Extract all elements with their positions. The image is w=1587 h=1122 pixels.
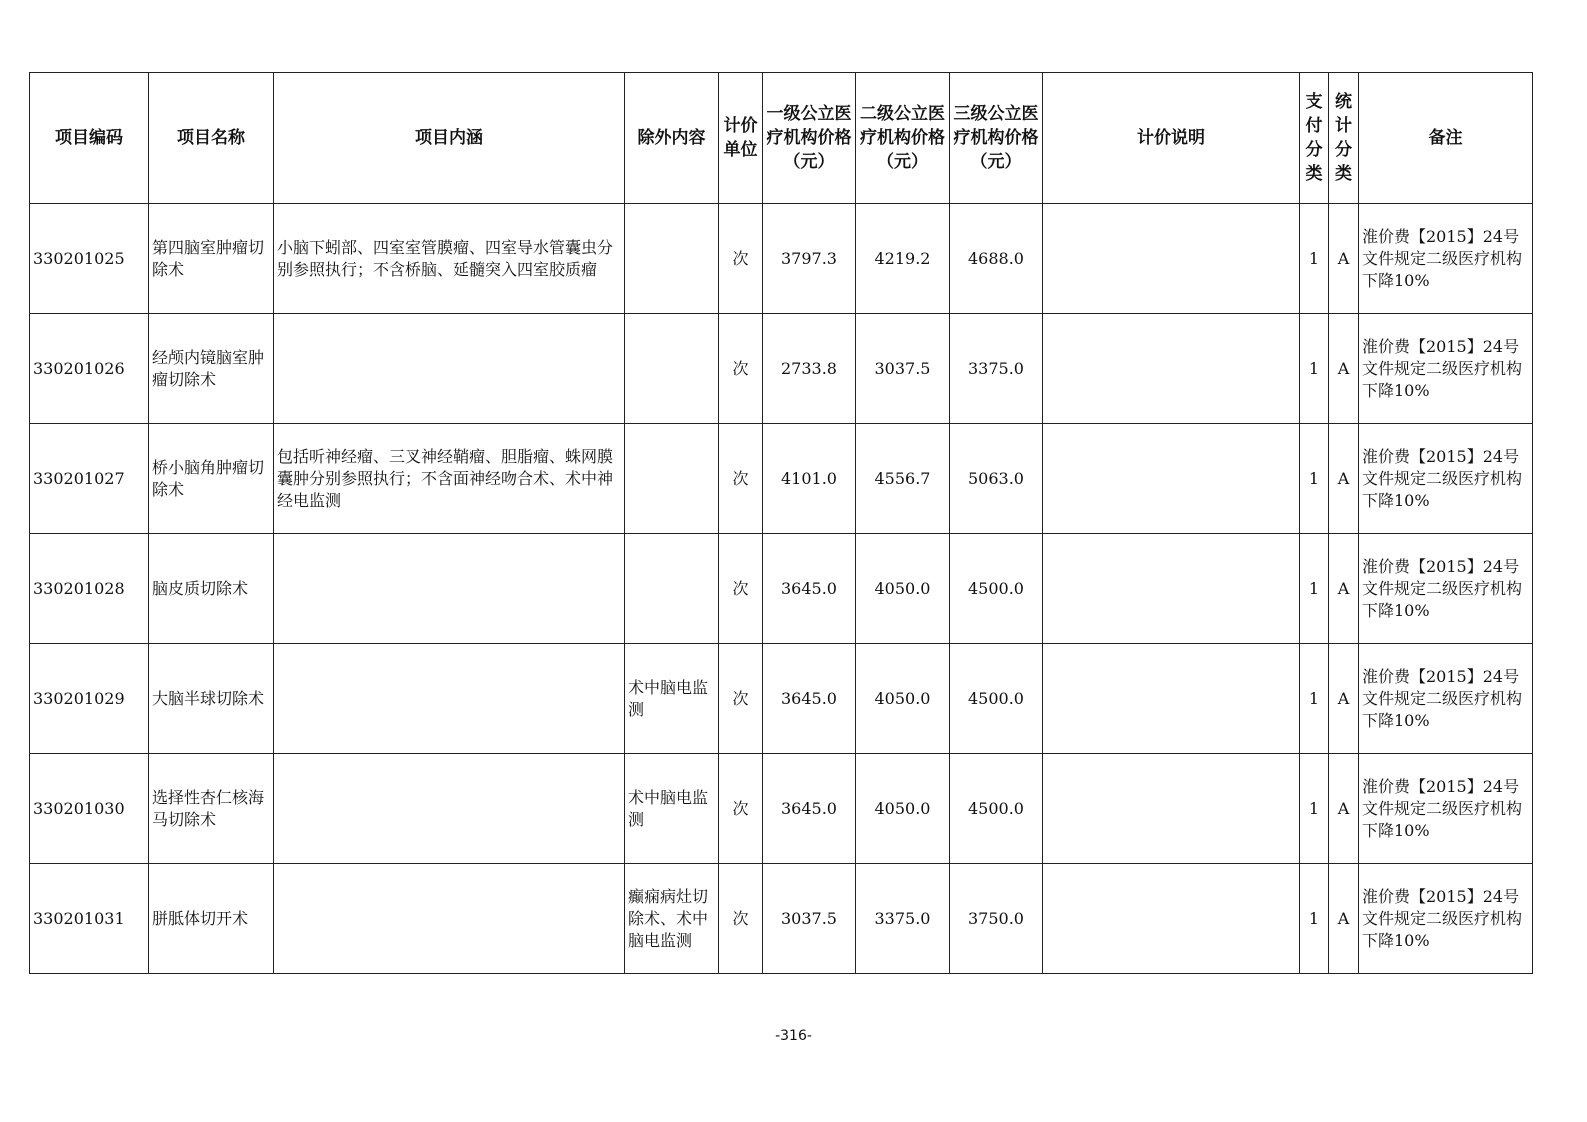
cell-pay: 1 [1300, 864, 1329, 974]
header-pay: 支付分类 [1300, 73, 1329, 204]
table-row [30, 644, 1533, 754]
cell-price3: 4500.0 [950, 754, 1043, 864]
cell-stat: A [1329, 864, 1359, 974]
cell-code: 330201029 [30, 644, 149, 754]
header-name: 项目名称 [149, 73, 274, 204]
cell-name: 选择性杏仁核海马切除术 [149, 754, 274, 864]
header-unit: 计价单位 [719, 73, 763, 204]
cell-code: 330201028 [30, 534, 149, 644]
cell-name: 脑皮质切除术 [149, 534, 274, 644]
cell-price2: 4050.0 [856, 754, 950, 864]
cell-stat: A [1329, 754, 1359, 864]
cell-price1: 2733.8 [763, 314, 856, 424]
cell-remark: 淮价费【2015】24号文件规定二级医疗机构下降10% [1359, 424, 1533, 534]
cell-unit: 次 [719, 204, 763, 314]
cell-price3: 3375.0 [950, 314, 1043, 424]
cell-content [274, 754, 625, 864]
cell-price2: 4219.2 [856, 204, 950, 314]
cell-pay: 1 [1300, 204, 1329, 314]
cell-name: 大脑半球切除术 [149, 644, 274, 754]
cell-stat: A [1329, 314, 1359, 424]
cell-code: 330201030 [30, 754, 149, 864]
cell-note [1043, 644, 1300, 754]
cell-remark: 淮价费【2015】24号文件规定二级医疗机构下降10% [1359, 534, 1533, 644]
cell-stat: A [1329, 534, 1359, 644]
cell-content [274, 534, 625, 644]
cell-price2: 3375.0 [856, 864, 950, 974]
cell-pay: 1 [1300, 314, 1329, 424]
header-remark: 备注 [1359, 73, 1533, 204]
header-row [30, 73, 1533, 204]
cell-note [1043, 534, 1300, 644]
header-price2: 二级公立医疗机构价格（元） [856, 73, 950, 204]
cell-price2: 3037.5 [856, 314, 950, 424]
cell-content [274, 314, 625, 424]
cell-name: 胼胝体切开术 [149, 864, 274, 974]
cell-stat: A [1329, 424, 1359, 534]
header-note: 计价说明 [1043, 73, 1300, 204]
cell-pay: 1 [1300, 424, 1329, 534]
cell-remark: 淮价费【2015】24号文件规定二级医疗机构下降10% [1359, 314, 1533, 424]
cell-exclude [625, 534, 719, 644]
table-row [30, 864, 1533, 974]
cell-code: 330201031 [30, 864, 149, 974]
cell-name: 第四脑室肿瘤切除术 [149, 204, 274, 314]
cell-price1: 3797.3 [763, 204, 856, 314]
cell-exclude [625, 424, 719, 534]
cell-unit: 次 [719, 424, 763, 534]
header-stat: 统计分类 [1329, 73, 1359, 204]
table-row [30, 534, 1533, 644]
cell-price1: 4101.0 [763, 424, 856, 534]
cell-price3: 5063.0 [950, 424, 1043, 534]
cell-remark: 淮价费【2015】24号文件规定二级医疗机构下降10% [1359, 864, 1533, 974]
cell-stat: A [1329, 644, 1359, 754]
cell-note [1043, 864, 1300, 974]
cell-remark: 淮价费【2015】24号文件规定二级医疗机构下降10% [1359, 644, 1533, 754]
cell-content: 小脑下蚓部、四室室管膜瘤、四室导水管囊虫分别参照执行；不含桥脑、延髓突入四室胶质瘤 [274, 204, 625, 314]
cell-price2: 4050.0 [856, 644, 950, 754]
cell-price2: 4050.0 [856, 534, 950, 644]
cell-unit: 次 [719, 314, 763, 424]
cell-price3: 4500.0 [950, 534, 1043, 644]
price-table [29, 72, 1533, 974]
table-row [30, 424, 1533, 534]
cell-note [1043, 424, 1300, 534]
cell-price1: 3645.0 [763, 754, 856, 864]
cell-exclude: 术中脑电监测 [625, 754, 719, 864]
cell-code: 330201025 [30, 204, 149, 314]
cell-unit: 次 [719, 754, 763, 864]
cell-content [274, 864, 625, 974]
cell-exclude [625, 204, 719, 314]
cell-pay: 1 [1300, 534, 1329, 644]
cell-unit: 次 [719, 864, 763, 974]
header-content: 项目内涵 [274, 73, 625, 204]
cell-content [274, 644, 625, 754]
cell-name: 经颅内镜脑室肿瘤切除术 [149, 314, 274, 424]
cell-unit: 次 [719, 534, 763, 644]
header-price1: 一级公立医疗机构价格（元） [763, 73, 856, 204]
header-exclude: 除外内容 [625, 73, 719, 204]
page-number: -316- [775, 1028, 812, 1044]
cell-remark: 淮价费【2015】24号文件规定二级医疗机构下降10% [1359, 204, 1533, 314]
cell-price1: 3645.0 [763, 644, 856, 754]
cell-note [1043, 754, 1300, 864]
cell-name: 桥小脑角肿瘤切除术 [149, 424, 274, 534]
cell-price2: 4556.7 [856, 424, 950, 534]
cell-price1: 3037.5 [763, 864, 856, 974]
cell-price1: 3645.0 [763, 534, 856, 644]
table-row [30, 204, 1533, 314]
cell-note [1043, 204, 1300, 314]
table-row [30, 314, 1533, 424]
cell-unit: 次 [719, 644, 763, 754]
cell-exclude [625, 314, 719, 424]
cell-pay: 1 [1300, 644, 1329, 754]
cell-price3: 4688.0 [950, 204, 1043, 314]
table-row [30, 754, 1533, 864]
cell-price3: 3750.0 [950, 864, 1043, 974]
cell-stat: A [1329, 204, 1359, 314]
cell-exclude: 癫痫病灶切除术、术中脑电监测 [625, 864, 719, 974]
header-code: 项目编码 [30, 73, 149, 204]
cell-code: 330201026 [30, 314, 149, 424]
cell-pay: 1 [1300, 754, 1329, 864]
cell-remark: 淮价费【2015】24号文件规定二级医疗机构下降10% [1359, 754, 1533, 864]
cell-price3: 4500.0 [950, 644, 1043, 754]
cell-content: 包括听神经瘤、三叉神经鞘瘤、胆脂瘤、蛛网膜囊肿分别参照执行；不含面神经吻合术、术中神经电监测 [274, 424, 625, 534]
cell-note [1043, 314, 1300, 424]
cell-exclude: 术中脑电监测 [625, 644, 719, 754]
header-price3: 三级公立医疗机构价格（元） [950, 73, 1043, 204]
cell-code: 330201027 [30, 424, 149, 534]
